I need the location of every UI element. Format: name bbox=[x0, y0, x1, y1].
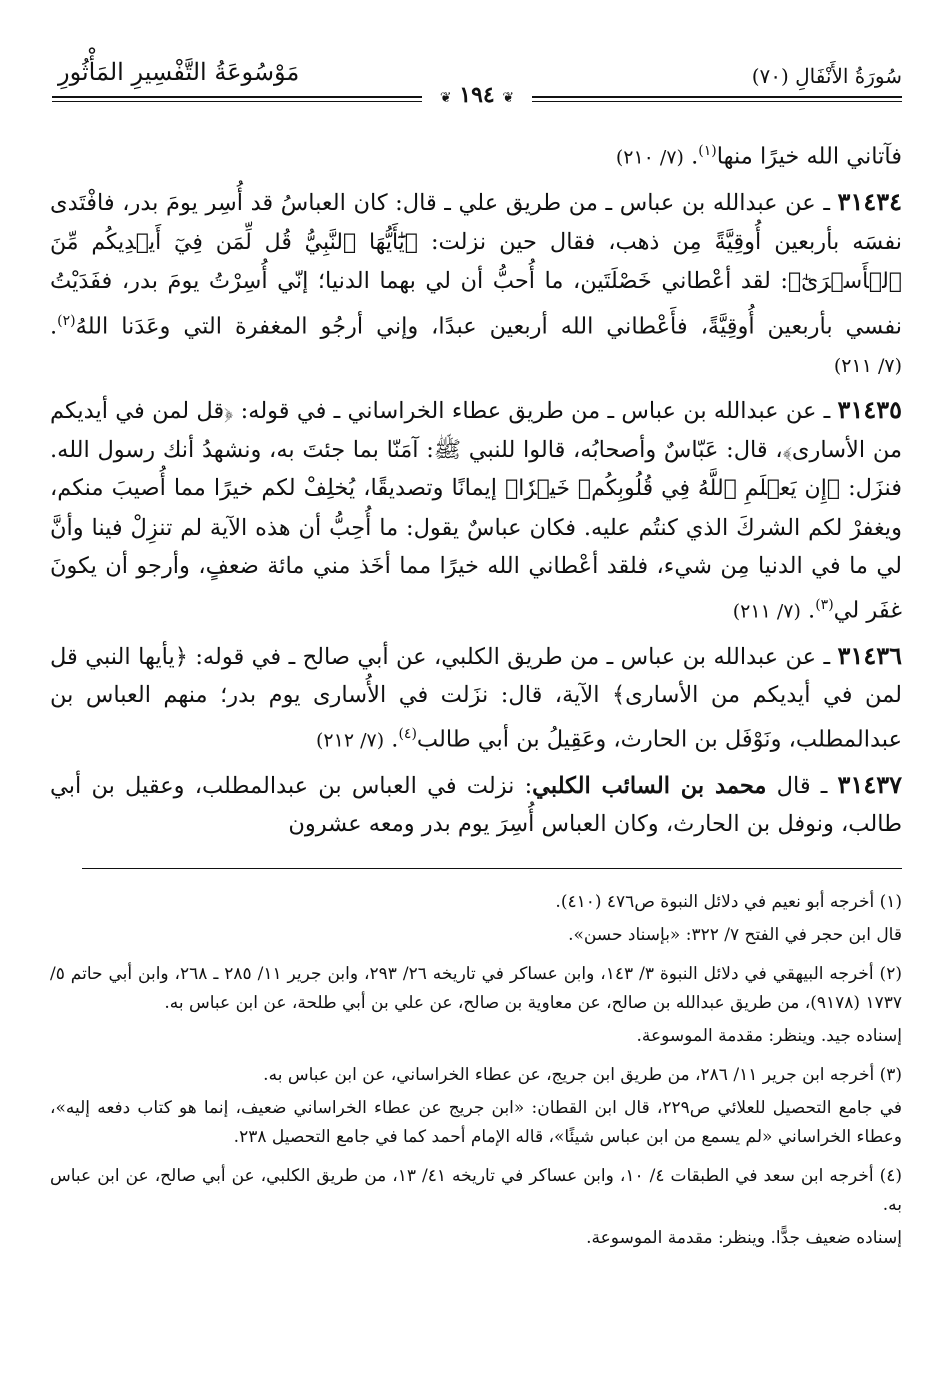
footnote-4-grade: إسناده ضعيف جدًّا. وينظر: مقدمة الموسوعة. bbox=[586, 1228, 902, 1248]
entry-31434: ٣١٤٣٤ ـ عن عبدالله بن عباس ـ من طريق علي ـ قال: كان العباسُ قد أُسِر يومَ بدر، فافْتَدى نفسَه بأربعين أُوقِيَّةً مِن ذهب، فقال حين نزلت: ﴿يَٰٓأَيُّهَا ٱلنَّبِيُّ قُل لِّمَن فِيٓ أَيۡدِيكُم مِّنَ ٱلۡأَسۡرَىٰٓ﴾: لقد أعْطاني خَصْلَتَين، ما أُحبُّ أن لي بهما الدنيا؛ إنّي أُسِرْتُ يومَ بدر، ففَدَيْتُ نفسي بأربعين أُوقِيَّةً، فأَعْطاني الله أربعين عبدًا، وإني أرجُو المغفرة التي وعَدَنا اللهُ$^{(٢)}$. (٧/ ٢١١) bbox=[50, 187, 903, 377]
ornament-icon: ❦ bbox=[502, 90, 515, 106]
footnote-1-grade: قال ابن حجر في الفتح ٧/ ٣٢٢: «بإسناد حسن». bbox=[568, 925, 902, 945]
footnote-marker: (٢) bbox=[57, 312, 76, 329]
footnote-3: (٣) أخرجه ابن جرير ١١/ ٢٨٦، من طريق ابن جريج، عن عطاء الخراساني، عن ابن عباس به. bbox=[263, 1065, 902, 1085]
volume-ref: (٧/ ٢١١) bbox=[833, 354, 902, 377]
entry-number: ٣١٤٣٥ bbox=[837, 395, 902, 424]
quran-verse: ﴿يَٰٓأَيُّهَا ٱلنَّبِيُّ قُل لِّمَن فِيٓ أَيۡدِيكُم مِّنَ ٱلۡأَسۡرَىٰٓ﴾ bbox=[50, 229, 902, 294]
footnote-1: (١) أخرجه أبو نعيم في دلائل النبوة ص٤٧٦ (٤١٠). bbox=[555, 892, 902, 912]
volume-ref: (٧/ ٢١٠) bbox=[615, 146, 684, 169]
entry-number: ٣١٤٣٤ bbox=[837, 187, 902, 216]
footnote-3-grade: في جامع التحصيل للعلائي ص٢٢٩، قال ابن القطان: «ابن جريج عن عطاء الخراساني ضعيف، إنما هو كتاب دفعه إليه»، وعطاء الخراساني «لم يسمع من ابن عباس شيئًا»، قاله الإمام أحمد كما في جامع التحصيل ٢٣٨. bbox=[50, 1098, 902, 1147]
page-number: ١٩٤ bbox=[459, 82, 495, 108]
volume-ref: (٧/ ٢١٢) bbox=[316, 729, 385, 751]
main-text bbox=[50, 132, 902, 850]
surah-title: سُورَةُ الأَنْفَالِ (٧٠) bbox=[751, 64, 902, 88]
ornament-icon: ❦ bbox=[439, 90, 452, 106]
footnote-marker: (١) bbox=[698, 143, 717, 159]
page-header bbox=[52, 52, 902, 112]
footnote-2: (٢) أخرجه البيهقي في دلائل النبوة ٣/ ١٤٣، وابن عساكر في تاريخه ٢٦/ ٢٩٣، وابن جرير ١١/ ٢٨٥ ـ ٢٦٨، وابن أبي حاتم ٥/ ١٧٣٧ (٩١٧٨)، من طريق عبدالله بن صالح، عن معاوية بن صالح، عن علي بن أبي طلحة، عن ابن عباس به. bbox=[50, 964, 902, 1013]
footnote-marker: (٤) bbox=[398, 725, 417, 742]
footnote-4: (٤) أخرجه ابن سعد في الطبقات ٤/ ١٠، وابن عساكر في تاريخه ٤١/ ١٣، من طريق الكلبي، عن أبي صالح، عن ابن عباس به. bbox=[50, 1166, 902, 1215]
footnote-marker: (٣) bbox=[815, 596, 834, 613]
quran-verse: ﴿إِن يَعۡلَمِ ٱللَّهُ فِي قُلُوبِكُمۡ خَيۡرٗا﴾ bbox=[505, 476, 841, 501]
footnotes bbox=[50, 888, 902, 1257]
entry-number: ٣١٤٣٧ bbox=[837, 769, 902, 799]
continuation-line: فآتاني الله خيرًا منها$^{(١)}$. (٧/ ٢١٠) bbox=[615, 143, 902, 170]
narrator-name: محمد بن السائب الكلبي bbox=[532, 772, 767, 799]
book-title: مَوْسُوعَةُ التَّفْسِيرِ المَأْثُورِ bbox=[58, 58, 300, 86]
entry-number: ٣١٤٣٦ bbox=[837, 640, 902, 670]
entry-31435: ٣١٤٣٥ ـ عن عبدالله بن عباس ـ من طريق عطاء الخراساني ـ في قوله: ﴿قل لمن في أيديكم من الأسارى﴾، قال: عَبّاسٌ وأصحابُه، قالوا للنبي ﷺ: آمَنّا بما جئتَ به، ونشهدُ أنك رسول الله. فنزَل: ﴿إِن يَعۡلَمِ ٱللَّهُ فِي قُلُوبِكُمۡ خَيۡرٗا﴾ إيمانًا وتصديقًا، يُخلِفْ لكم خيرًا مما أُصيبَ منكم، ويغفرْ لكم الشركَ الذي كنتُم عليه. فكان عباسٌ يقول: ما أُحِبُّ أن هذه الآية لم تنزِلْ فينا وأنَّ لي ما في الدنيا مِن شيء، فلقد أعْطاني الله خيرًا مما أخَذ مني مائة ضعفٍ، وأرجو أن يكونَ غفَر لي$^{(٣)}$. (٧/ ٢١١) bbox=[50, 395, 902, 623]
footnote-separator bbox=[82, 868, 902, 869]
page-number-box bbox=[422, 82, 532, 108]
volume-ref: (٧/ ٢١١) bbox=[732, 600, 801, 622]
entry-31437: ٣١٤٣٧ ـ قال محمد بن السائب الكلبي: نزلت في العباس بن عبدالمطلب، وعقيل بن أبي طالب، ونوفل بن الحارث، وكان العباس أُسِرَ يوم بدر ومعه عشرون bbox=[50, 769, 902, 837]
entry-31436: ٣١٤٣٦ ـ عن عبدالله بن عباس ـ من طريق الكلبي، عن أبي صالح ـ في قوله: ﴿يأيها النبي قل لمن في أيديكم من الأسارى﴾ الآية، قال: نزَلت في الأُسارى يوم بدر؛ منهم العباس بن عبدالمطلب، ونَوْفَل بن الحارث، وعَقِيلُ بن أبي طالب$^{(٤)}$. (٧/ ٢١٢) bbox=[50, 640, 902, 752]
footnote-2-grade: إسناده جيد. وينظر: مقدمة الموسوعة. bbox=[636, 1026, 902, 1046]
